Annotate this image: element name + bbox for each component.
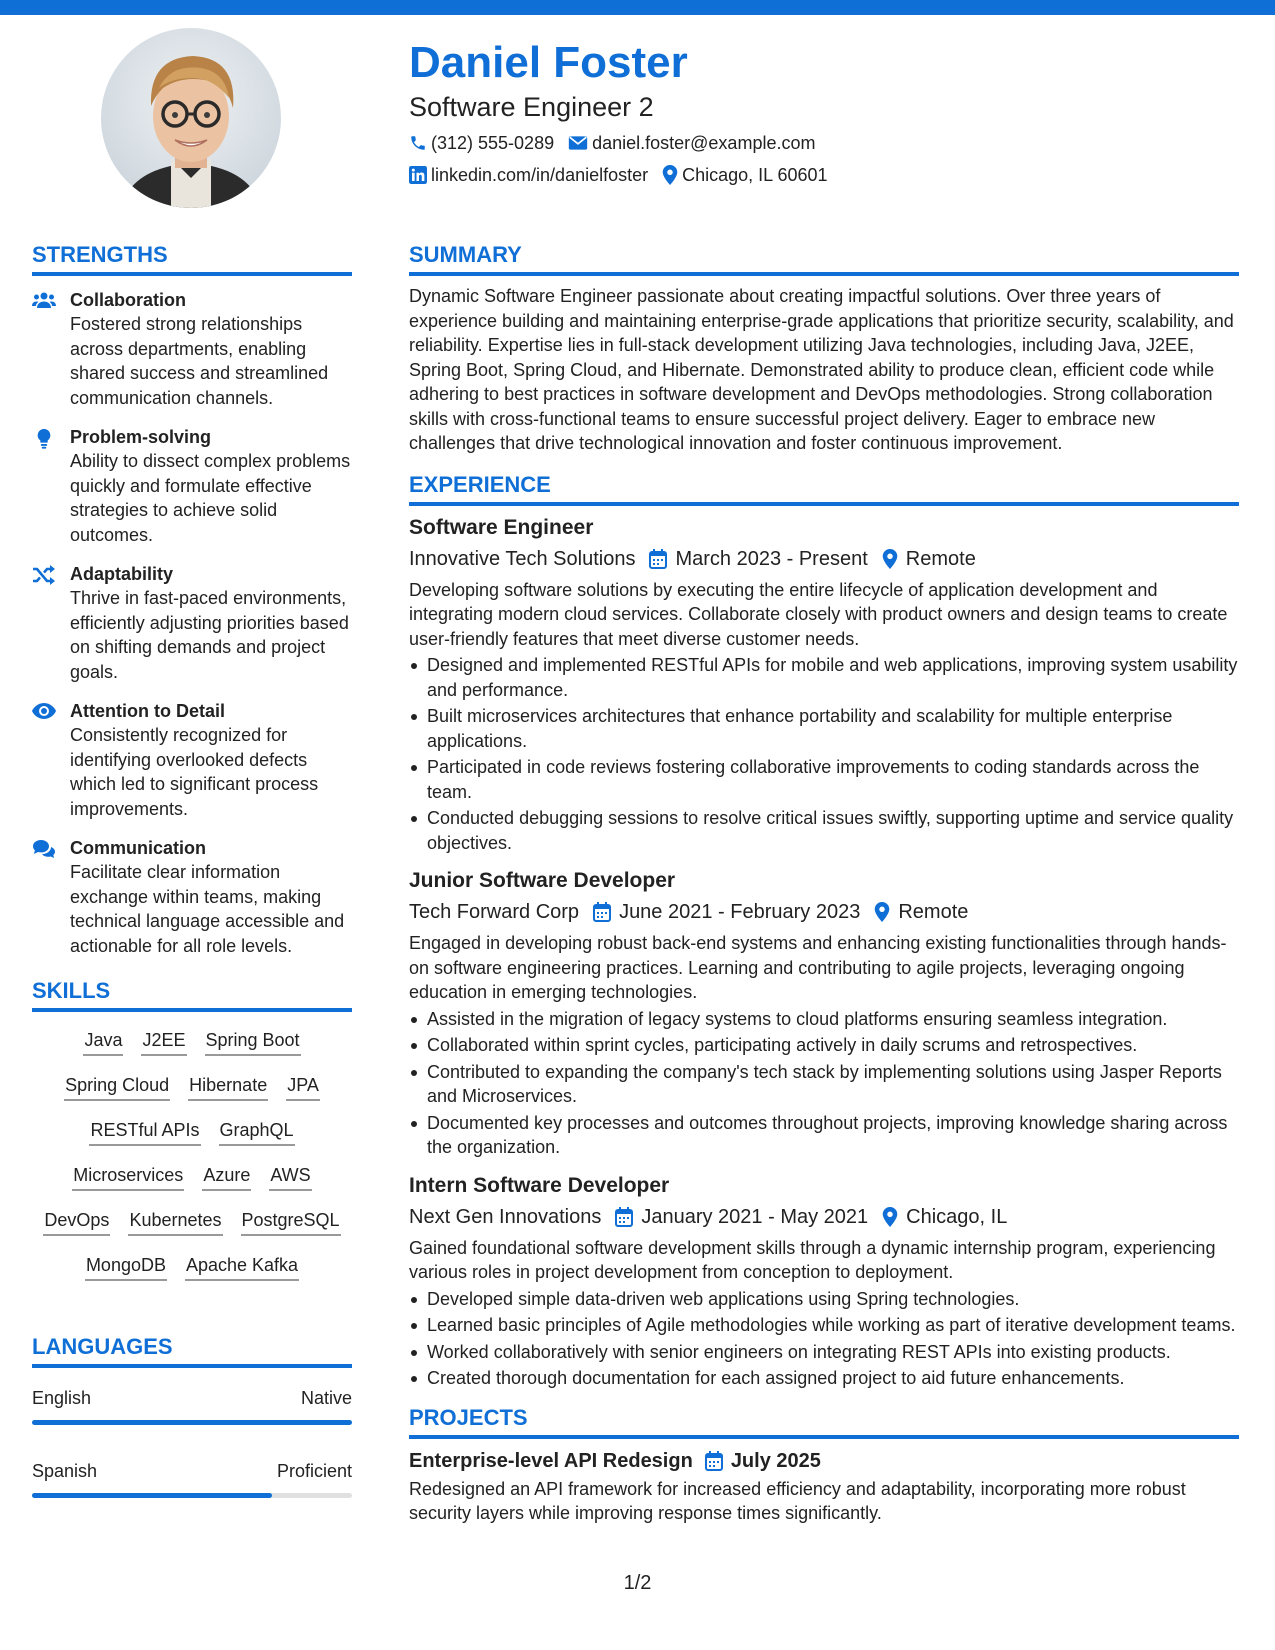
- bullet-item: Contributed to expanding the company's tech stack by implementing solutions using Jasper Reports and Microservices.: [409, 1060, 1239, 1109]
- bullet-item: Collaborated within sprint cycles, participating actively in daily scrums and retrospectives.: [409, 1033, 1239, 1058]
- bullet-item: Designed and implemented RESTful APIs for mobile and web applications, improving system usability and performance.: [409, 653, 1239, 702]
- projects-heading: PROJECTS: [409, 1404, 528, 1430]
- job-location: Chicago, IL: [906, 1205, 1008, 1228]
- job-description: Developing software solutions by executing the entire lifecycle of application development and integrating modern cloud services. Collaborate closely with product owners and design teams to create user-friendly features that meet diverse customer needs.: [409, 579, 1228, 649]
- map-pin-icon: [882, 549, 898, 569]
- strength-item: [32, 836, 352, 958]
- job-meta: [409, 1203, 1239, 1231]
- top-accent-bar: [0, 0, 1275, 15]
- job-entry: [409, 867, 1239, 1160]
- candidate-title: Software Engineer 2: [409, 92, 654, 122]
- email-text: daniel.foster@example.com: [592, 132, 816, 153]
- section-divider: [32, 1008, 352, 1012]
- job-company: Innovative Tech Solutions: [409, 547, 636, 570]
- skill-tag: Java: [83, 1028, 123, 1056]
- profile-photo: [101, 28, 281, 208]
- language-name: English: [32, 1388, 92, 1408]
- language-level: Native: [300, 1388, 352, 1408]
- job-company: Tech Forward Corp: [409, 901, 580, 923]
- project-title: Enterprise-level API Redesign: [409, 1449, 693, 1472]
- skill-tag: Kubernetes: [128, 1208, 222, 1236]
- language-item: [32, 1459, 352, 1498]
- skill-tag: Microservices: [72, 1163, 184, 1191]
- bullet-item: Built microservices architectures that enhance portability and scalability for multiple enterprise applications.: [409, 704, 1239, 753]
- calendar-icon: [705, 1451, 723, 1471]
- calendar-icon: [615, 1207, 633, 1227]
- skill-row: [76, 1253, 308, 1281]
- job-dates: March 2023 - Present: [675, 547, 868, 570]
- strength-desc: Fostered strong relationships across departments, enabling shared success and streamlined communication channels.: [70, 314, 329, 408]
- contact-location: [662, 165, 827, 186]
- bullet-item: Worked collaboratively with senior engineers on integrating REST APIs into existing products.: [409, 1340, 1239, 1365]
- contact-row-2: [409, 160, 1239, 190]
- skill-tag: Apache Kafka: [185, 1253, 299, 1281]
- job-bullets: [409, 1287, 1239, 1391]
- skill-row: [80, 1118, 303, 1146]
- job-description: Gained foundational software development skills through a dynamic internship program, experiencing various roles in project development from conception to deployment.: [409, 1237, 1216, 1282]
- skill-tag: PostgreSQL: [241, 1208, 341, 1236]
- strength-title: Adaptability: [70, 564, 174, 584]
- language-item: [32, 1386, 352, 1425]
- eye-icon: [32, 702, 56, 720]
- experience-heading: EXPERIENCE: [409, 471, 551, 497]
- calendar-icon: [593, 902, 611, 922]
- location-text: Chicago, IL 60601: [682, 164, 828, 185]
- project-description: Redesigned an API framework for increased efficiency and adaptability, incorporating more robust security layers while improving response times significantly.: [409, 1478, 1186, 1523]
- language-proficiency-fill: [32, 1420, 352, 1425]
- job-title: Junior Software Developer: [409, 869, 676, 892]
- strength-item: [32, 425, 352, 547]
- strength-item: [32, 562, 352, 684]
- section-divider: [409, 272, 1239, 276]
- page-number: 1/2: [623, 1572, 652, 1594]
- section-divider: [409, 502, 1239, 506]
- envelope-icon: [568, 135, 588, 151]
- comments-icon: [32, 839, 56, 859]
- job-location: Remote: [905, 547, 976, 570]
- phone-text: (312) 555-0289: [431, 132, 555, 153]
- strength-title: Collaboration: [70, 290, 186, 310]
- section-divider: [409, 1435, 1239, 1439]
- job-location: Remote: [898, 901, 969, 923]
- language-proficiency-bar: [32, 1493, 352, 1498]
- job-title: Intern Software Developer: [409, 1173, 670, 1197]
- bullet-item: Created thorough documentation for each assigned project to aid future enhancements.: [409, 1366, 1239, 1391]
- languages-heading: LANGUAGES: [32, 1334, 173, 1359]
- job-meta: [409, 545, 1239, 573]
- skill-tag: MongoDB: [85, 1253, 167, 1281]
- strength-desc: Ability to dissect complex problems quickly and formulate effective strategies to achieve solid outcomes.: [70, 451, 351, 545]
- job-entry: [409, 514, 1239, 856]
- skill-tag: JPA: [286, 1073, 320, 1101]
- skill-tag: Hibernate: [188, 1073, 268, 1101]
- project-header: [409, 1447, 1239, 1475]
- skill-row: [63, 1163, 320, 1191]
- phone-icon: [409, 134, 427, 152]
- bullet-item: Conducted debugging sessions to resolve critical issues swiftly, supporting uptime and service quality objectives.: [409, 806, 1239, 855]
- job-description: Engaged in developing robust back-end systems and enhancing existing functionalities through hands-on software engineering practices. Learning and contributing to agile projects, leveraging ongoing education in emerging technologies.: [409, 933, 1227, 1002]
- skills-list: [32, 1028, 352, 1298]
- linkedin-icon: [409, 166, 427, 184]
- skill-row: [74, 1028, 309, 1056]
- map-pin-icon: [662, 165, 678, 185]
- bullet-item: Learned basic principles of Agile methodologies while working as part of iterative development teams.: [409, 1313, 1239, 1338]
- language-level: Proficient: [276, 1461, 352, 1481]
- strength-desc: Consistently recognized for identifying overlooked defects which led to significant process improvements.: [70, 725, 319, 819]
- contact-linkedin[interactable]: [409, 165, 648, 186]
- job-title: Software Engineer: [409, 515, 594, 539]
- left-column: [32, 240, 352, 1532]
- section-divider: [32, 272, 352, 276]
- skill-tag: Spring Cloud: [64, 1073, 170, 1101]
- skill-row: [55, 1073, 329, 1101]
- summary-heading: SUMMARY: [409, 242, 522, 267]
- strength-title: Problem-solving: [70, 427, 212, 447]
- job-meta: [409, 898, 1239, 926]
- section-divider: [32, 1364, 352, 1368]
- skill-tag: RESTful APIs: [89, 1118, 200, 1146]
- language-proficiency-fill: [32, 1493, 272, 1498]
- strength-desc: Thrive in fast-paced environments, efficiently adjusting priorities based on shifting demands and project goals.: [70, 588, 349, 682]
- contact-row-1: [409, 128, 1239, 158]
- skill-row: [34, 1208, 349, 1236]
- strength-title: Communication: [70, 838, 207, 858]
- skill-tag: Spring Boot: [205, 1028, 301, 1056]
- strength-desc: Facilitate clear information exchange within teams, making technical language accessible and actionable for all role levels.: [70, 862, 345, 956]
- job-dates: January 2021 - May 2021: [641, 1205, 869, 1228]
- job-bullets: [409, 653, 1239, 855]
- right-column: [409, 240, 1239, 1526]
- bullet-item: Assisted in the migration of legacy systems to cloud platforms ensuring seamless integration.: [409, 1007, 1239, 1032]
- job-company: Next Gen Innovations: [409, 1205, 602, 1228]
- skill-tag: GraphQL: [219, 1118, 295, 1146]
- lightbulb-icon: [32, 428, 56, 450]
- linkedin-text: linkedin.com/in/danielfoster: [431, 164, 649, 185]
- language-name: Spanish: [32, 1461, 98, 1481]
- contact-email[interactable]: [568, 133, 815, 154]
- shuffle-icon: [32, 565, 56, 585]
- strength-title: Attention to Detail: [70, 701, 225, 721]
- job-dates: June 2021 - February 2023: [619, 901, 861, 923]
- candidate-name: Daniel Foster: [409, 38, 688, 87]
- strength-item: [32, 699, 352, 821]
- job-entry: [409, 1172, 1239, 1391]
- contact-phone[interactable]: [409, 133, 554, 154]
- summary-text: Dynamic Software Engineer passionate about creating impactful solutions. Over three years of experience building and maintaining enterprise-grade applications that prioritize security, scalability, and reliability. Expertise lies in full-stack development utilizing Java technologies, including Java, J2EE, Spring Boot, Spring Cloud, and Hibernate. Demonstrated ability to produce clean, efficient code while adhering to best practices in software development and DevOps methodologies. Strong collaboration skills with cross-functional teams to ensure successful project delivery. Eager to embrace new challenges that drive technological innovation and foster continuous improvement.: [409, 286, 1234, 453]
- map-pin-icon: [882, 1207, 898, 1227]
- skills-heading: SKILLS: [32, 978, 111, 1003]
- bullet-item: Participated in code reviews fostering collaborative improvements to coding standards across the team.: [409, 755, 1239, 804]
- strengths-heading: STRENGTHS: [32, 242, 168, 267]
- languages-list: [32, 1386, 352, 1498]
- project-entry: [409, 1447, 1239, 1526]
- calendar-icon: [649, 549, 667, 569]
- skill-tag: J2EE: [141, 1028, 186, 1056]
- bullet-item: Documented key processes and outcomes throughout projects, improving knowledge sharing across the organization.: [409, 1111, 1239, 1160]
- language-proficiency-bar: [32, 1420, 352, 1425]
- skill-tag: Azure: [202, 1163, 251, 1191]
- strengths-list: [32, 288, 352, 958]
- project-date: July 2025: [730, 1449, 821, 1472]
- skill-tag: AWS: [269, 1163, 311, 1191]
- skill-tag: DevOps: [43, 1208, 110, 1236]
- resume-header: [409, 38, 1239, 190]
- strength-item: [32, 288, 352, 410]
- users-icon: [32, 291, 56, 309]
- map-pin-icon: [874, 902, 890, 922]
- job-bullets: [409, 1007, 1239, 1160]
- bullet-item: Developed simple data-driven web applications using Spring technologies.: [409, 1287, 1239, 1312]
